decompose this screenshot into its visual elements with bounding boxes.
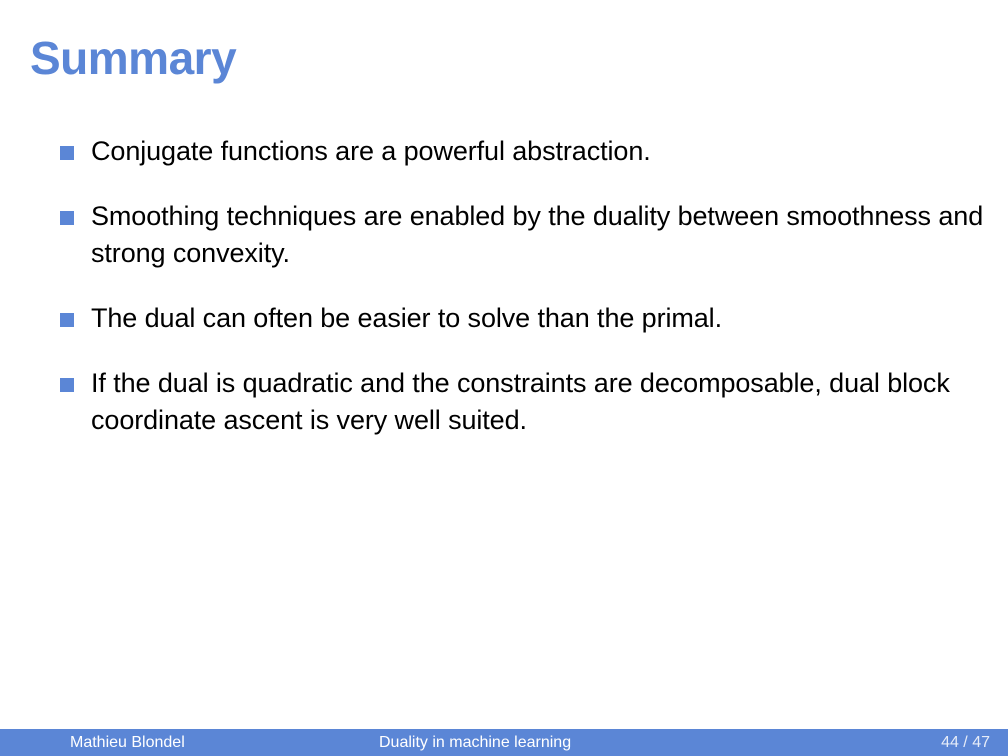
bullet-item — [58, 198, 988, 272]
footer-author: Mathieu Blondel — [70, 734, 185, 751]
footer-page-number: 44 / 47 — [941, 734, 990, 751]
bullet-text: Conjugate functions are a powerful abstraction. — [91, 136, 651, 166]
bullet-item — [58, 133, 988, 170]
bullet-text: If the dual is quadratic and the constraints are decomposable, dual block coordinate ascent is very well suited. — [91, 368, 950, 435]
bullet-text: Smoothing techniques are enabled by the duality between smoothness and strong convexity. — [91, 201, 984, 268]
slide-title: Summary — [30, 32, 237, 84]
bullet-item — [58, 365, 988, 439]
footer-bar — [0, 729, 1008, 756]
square-bullet-icon — [60, 211, 74, 225]
bullet-item — [58, 300, 988, 337]
bullet-list — [58, 133, 988, 467]
square-bullet-icon — [60, 313, 74, 327]
square-bullet-icon — [60, 146, 74, 160]
bullet-text: The dual can often be easier to solve than the primal. — [91, 303, 722, 333]
square-bullet-icon — [60, 378, 74, 392]
footer-presentation-title: Duality in machine learning — [379, 734, 572, 751]
